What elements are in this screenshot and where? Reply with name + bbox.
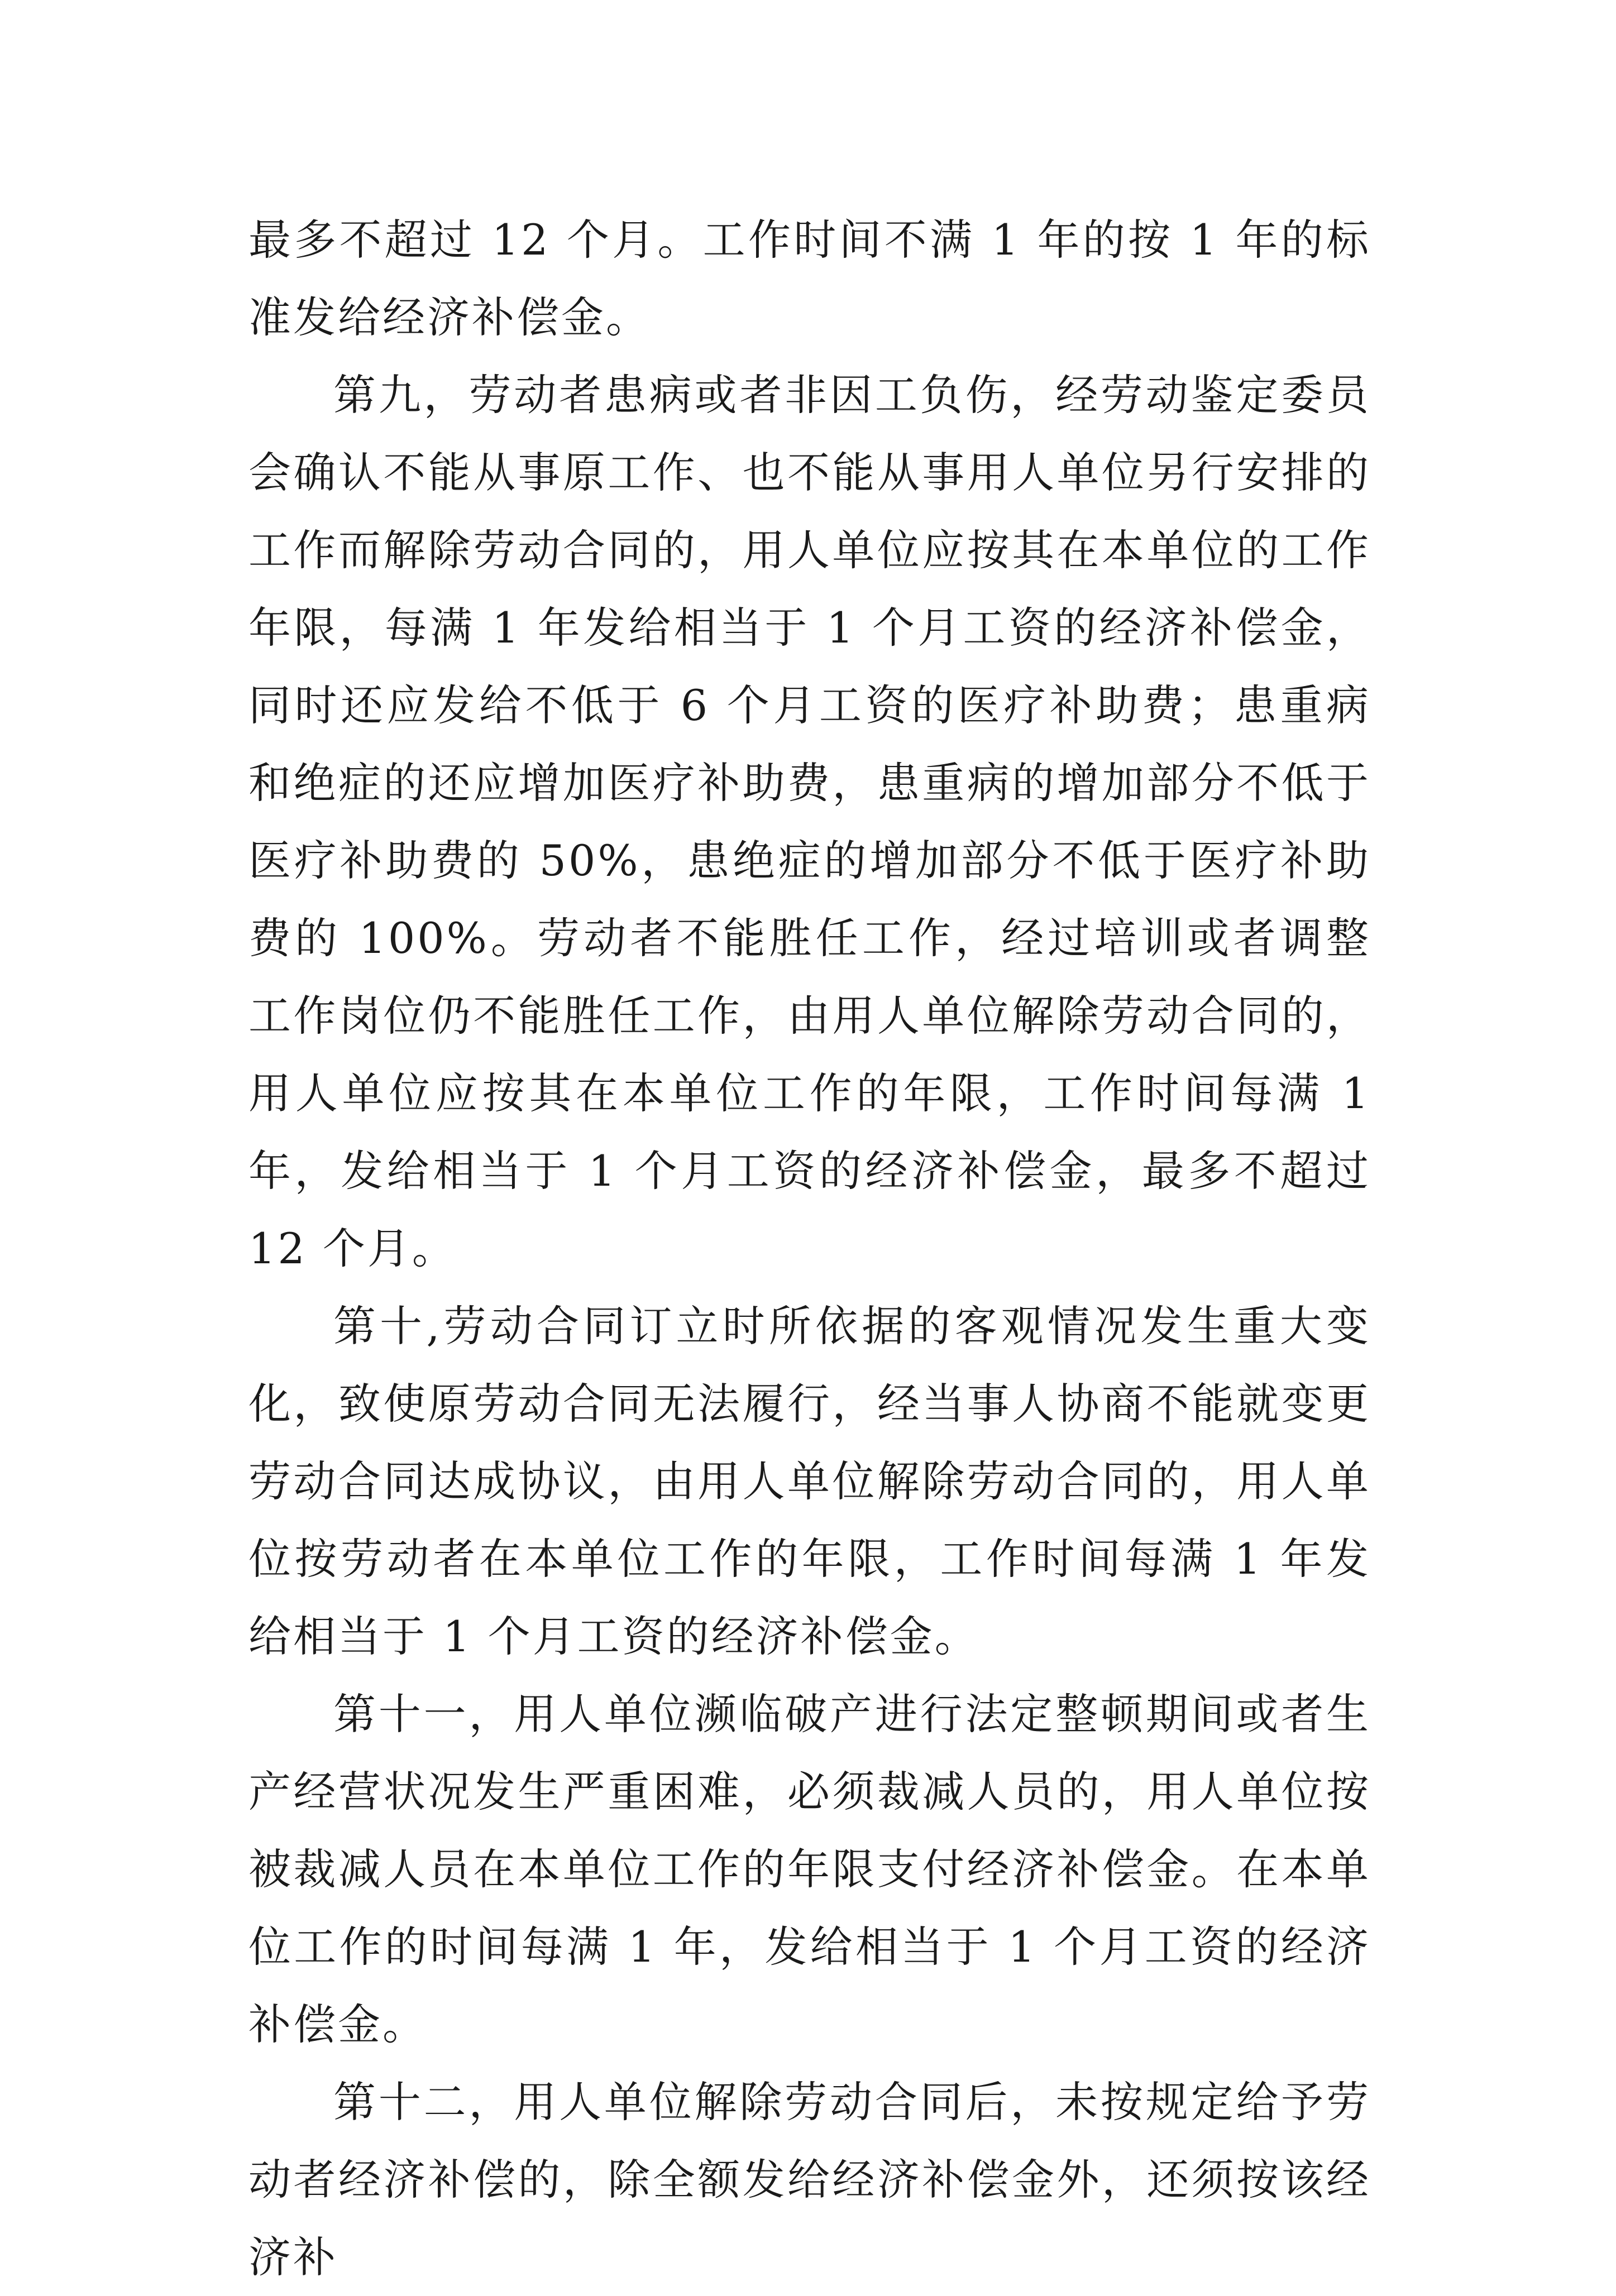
paragraph-article-10: 第十,劳动合同订立时所依据的客观情况发生重大变化，致使原劳动合同无法履行，经当事人协商不能就变更劳动合同达成协议，由用人单位解除劳动合同的，用人单位按劳动者在本单位工作的年限，工作时间每满 1 年发给相当于 1 个月工资的经济补偿金。 xyxy=(248,1301,1371,1661)
document-body xyxy=(248,201,1371,2296)
paragraph-article-9: 第九，劳动者患病或者非因工负伤，经劳动鉴定委员会确认不能从事原工作、也不能从事用人单位另行安排的工作而解除劳动合同的，用人单位应按其在本单位的工作年限，每满 1 年发给相当于 1 个月工资的经济补偿金，同时还应发给不低于 6 个月工资的医疗补助费；患重病和绝症的还应增加医疗补助费，患重病的增加部分不低于医疗补助费的 50%，患绝症的增加部分不低于医疗补助费的 100%。劳动者不能胜任工作，经过培训或者调整工作岗位仍不能胜任工作，由用人单位解除劳动合同的，用人单位应按其在本单位工作的年限，工作时间每满 1 年，发给相当于 1 个月工资的经济补偿金，最多不超过 12 个月。 xyxy=(248,370,1371,1273)
paragraph-continuation: 最多不超过 12 个月。工作时间不满 1 年的按 1 年的标准发给经济补偿金。 xyxy=(248,215,1371,342)
paragraph-article-11: 第十一，用人单位濒临破产进行法定整顿期间或者生产经营状况发生严重困难，必须裁减人员的，用人单位按被裁减人员在本单位工作的年限支付经济补偿金。在本单位工作的时间每满 1 年，发给相当于 1 个月工资的经济补偿金。 xyxy=(248,1689,1371,2049)
paragraph-article-12: 第十二，用人单位解除劳动合同后，未按规定给予劳动者经济补偿的，除全额发给经济补偿金外，还须按该经济补 xyxy=(248,2077,1371,2282)
